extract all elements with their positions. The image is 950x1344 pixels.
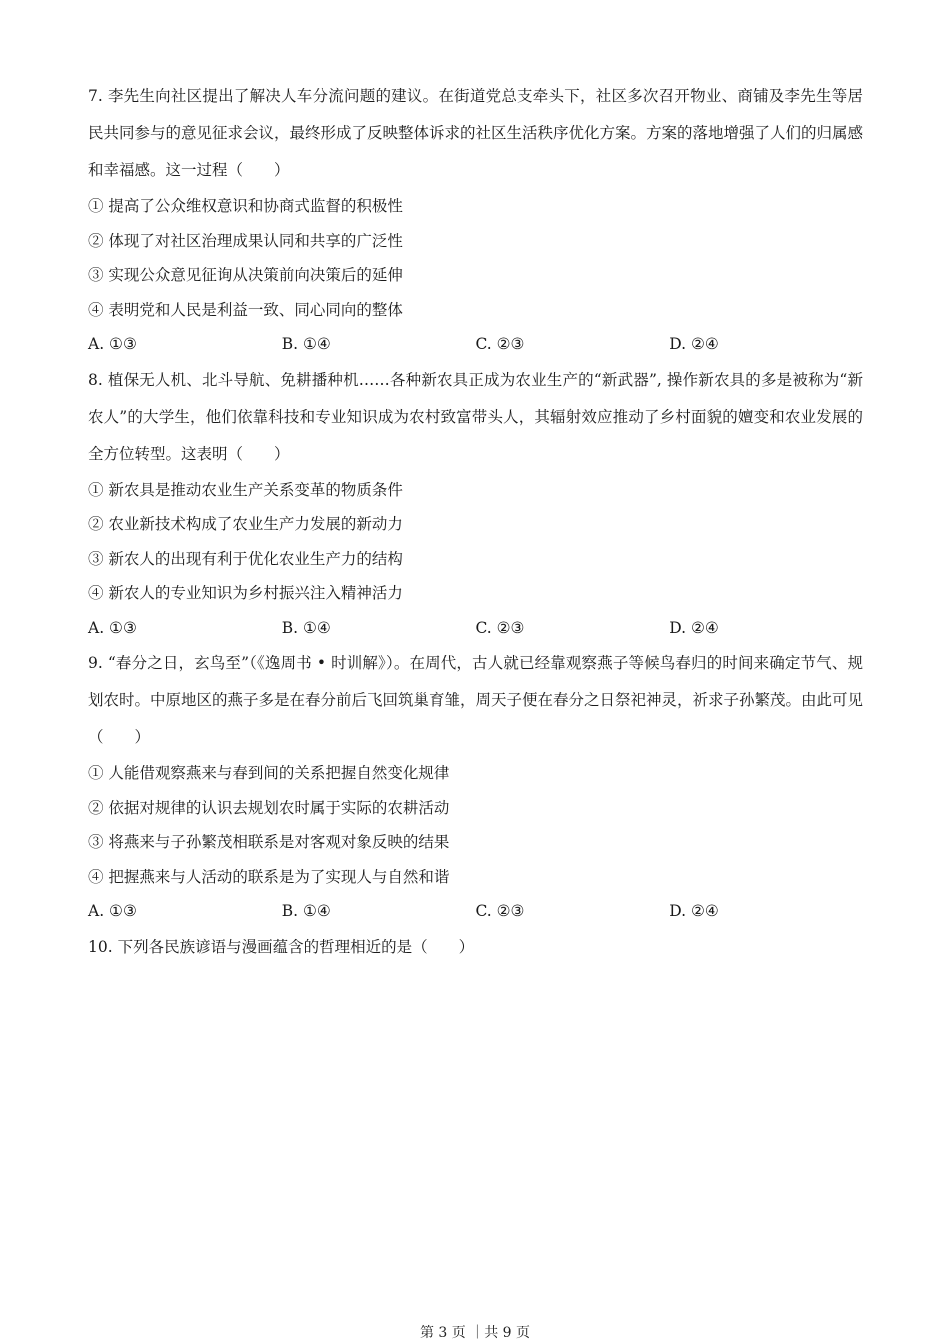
exam-page: [88, 78, 863, 966]
option-2: ② 依据对规律的认识去规划农时属于实际的农耕活动: [88, 798, 450, 817]
option-1: ① 提高了公众维权意识和协商式监督的积极性: [88, 197, 403, 215]
question-stem: 7. 李先生向社区提出了解决人车分流问题的建议。在街道党总支牵头下，社区多次召开物业、商铺及李先生等居民共同参与的意见征求会议，最终形成了反映整体诉求的社区生活秩序优化方案。方案的落地增强了人们的归属感和幸福感。这一过程（ ）: [88, 87, 864, 179]
option-4: ④ 新农人的专业知识为乡村振兴注入精神活力: [88, 584, 403, 602]
choice-a: A. ①③: [88, 902, 137, 920]
choice-b: B. ①④: [281, 902, 331, 920]
option-2: ② 农业新技术构成了农业生产力发展的新动力: [88, 515, 403, 533]
choice-c: C. ②③: [475, 618, 525, 637]
option-4: ④ 表明党和人民是利益一致、同心同向的整体: [88, 300, 403, 319]
choice-a: A. ①③: [88, 618, 137, 637]
answer-choices: [88, 894, 863, 929]
question-stem: 8. 植保无人机、北斗导航、免耕播种机……各种新农具正成为农业生产的“新武器”, 操作新农具的多是被称为“新农人”的大学生，他们依靠科技和专业知识成为农村致富带头人，其辐射效应推动了乡村面貌的嬗变和农业发展的全方位转型。这表明（ ）: [88, 370, 863, 463]
page-footer: 第 3 页 ｜共 9 页: [419, 1325, 531, 1341]
option-3: ③ 将燕来与子孙繁茂相联系是对客观对象反映的结果: [88, 833, 450, 851]
option-1: ① 新农具是推动农业生产关系变革的物质条件: [88, 480, 403, 499]
question-10: [88, 929, 863, 966]
option-2: ② 体现了对社区治理成果认同和共享的广泛性: [88, 231, 403, 250]
question-9: [88, 645, 863, 929]
choice-c: C. ②③: [475, 902, 525, 920]
choice-d: D. ②④: [669, 902, 719, 920]
choice-c: C. ②③: [475, 335, 525, 353]
answer-choices: [88, 327, 863, 362]
option-3: ③ 实现公众意见征询从决策前向决策后的延伸: [88, 266, 403, 284]
choice-b: B. ①④: [281, 618, 331, 637]
choice-a: A. ①③: [88, 335, 137, 353]
choice-d: D. ②④: [669, 618, 719, 637]
question-7: [88, 78, 863, 362]
option-1: ① 人能借观察燕来与春到间的关系把握自然变化规律: [88, 764, 450, 782]
choice-d: D. ②④: [669, 335, 719, 353]
answer-choices: [88, 611, 863, 646]
option-4: ④ 把握燕来与人活动的联系是为了实现人与自然和谐: [88, 867, 450, 886]
choice-b: B. ①④: [281, 335, 331, 353]
option-3: ③ 新农人的出现有利于优化农业生产力的结构: [88, 549, 403, 568]
question-stem: 10. 下列各民族谚语与漫画蕴含的哲理相近的是（ ）: [88, 937, 475, 956]
question-8: [88, 362, 863, 646]
question-stem: 9. “春分之日，玄鸟至”（《逸周书 • 时训解》）。在周代，古人就已经靠观察燕子等候鸟春归的时间来确定节气、规划农时。中原地区的燕子多是在春分前后飞回筑巢育雏，周天子便在春分之日祭祀神灵，祈求子孙繁茂。由此可见（ ）: [88, 654, 864, 746]
